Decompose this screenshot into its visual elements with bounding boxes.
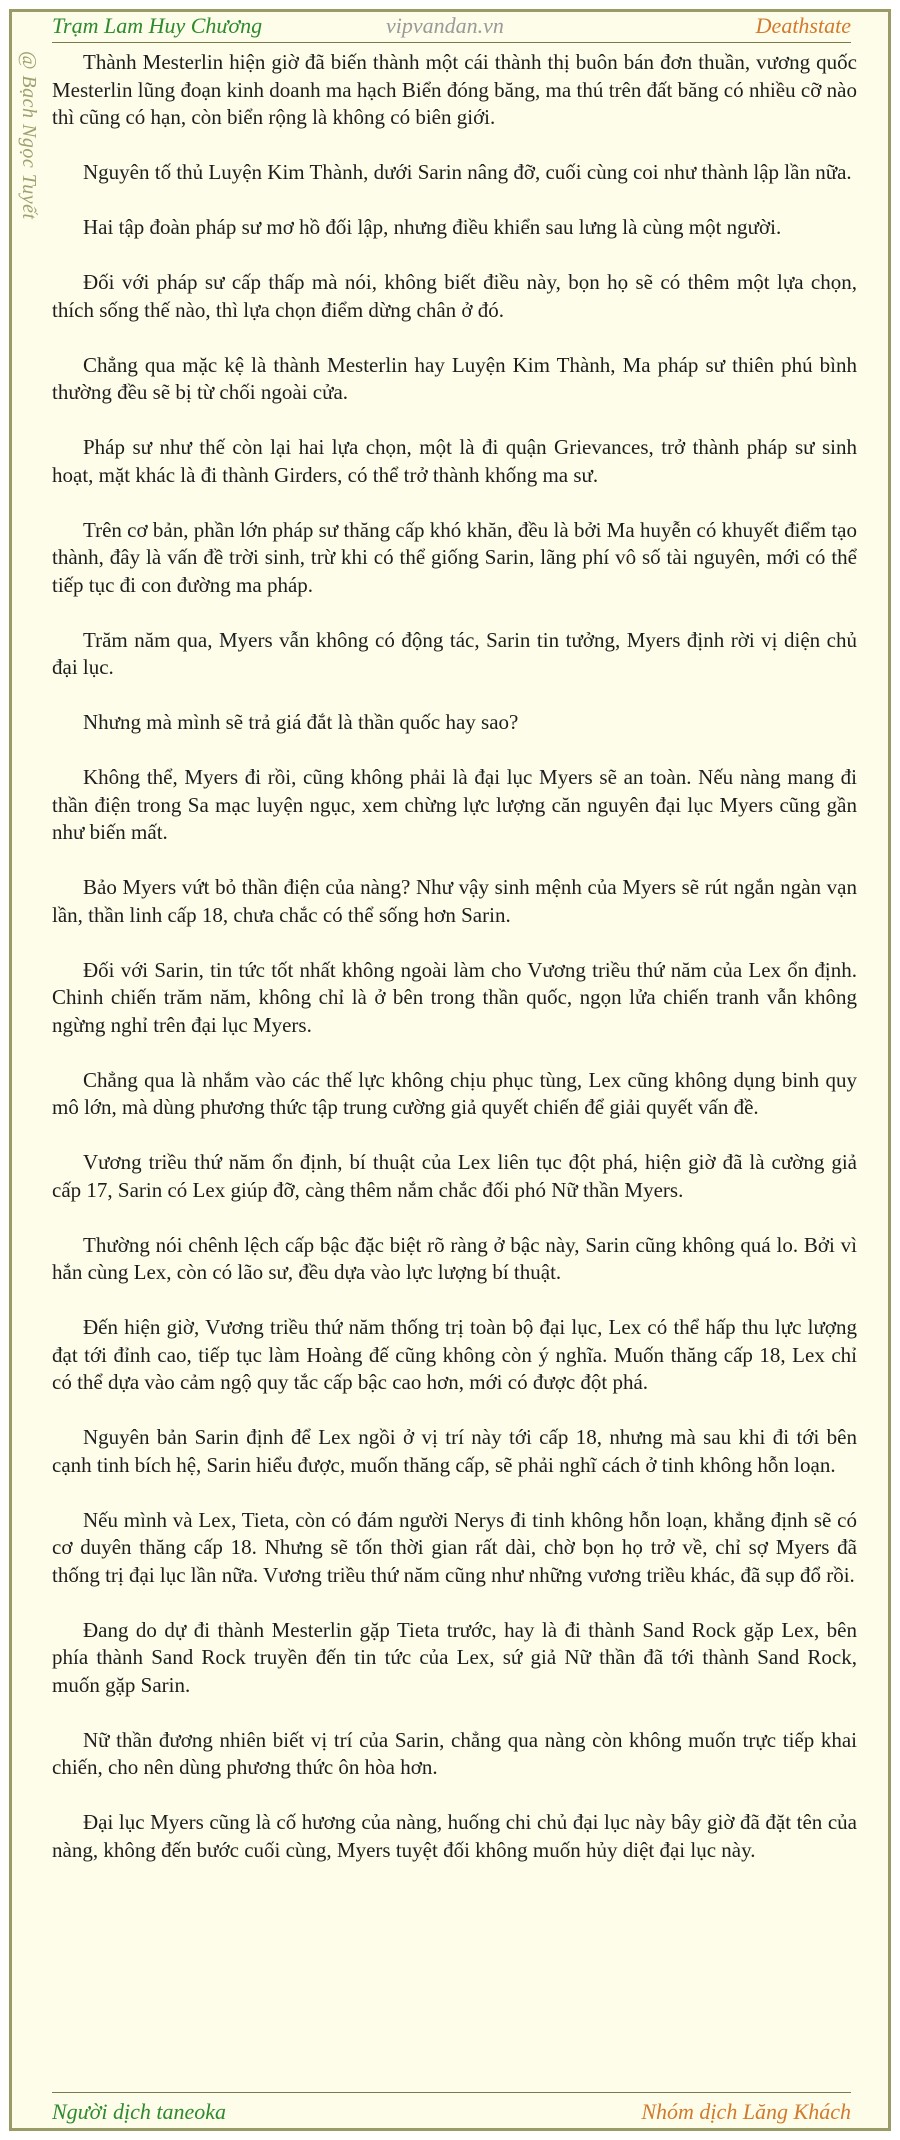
footer-translator: Người dịch taneoka [52,2099,227,2124]
paragraph: Vương triều thứ năm ổn định, bí thuật của Lex liên tục đột phá, hiện giờ đã là cường giả cấp 17, Sarin có Lex giúp đỡ, càng thêm nắm chắc đối phó Nữ thần Myers. [52,1150,857,1202]
paragraph: Đối với Sarin, tin tức tốt nhất không ngoài làm cho Vương triều thứ năm của Lex ổn định. Chinh chiến trăm năm, không chỉ là ở bên trong thần quốc, ngọn lửa chiến tranh vẫn không ngừng nghỉ trên đại lục Myers. [52,957,857,1037]
paragraph: Đối với pháp sư cấp thấp mà nói, không biết điều này, bọn họ sẽ có thêm một lựa chọn, thích sống thế nào, thì lựa chọn điểm dừng chân ở đó. [52,270,857,322]
paragraph: Thành Mesterlin hiện giờ đã biến thành một cái thành thị buôn bán đơn thuần, vương quốc Mesterlin lũng đoạn kinh doanh ma hạch Biển đóng băng, ma thú trên đất băng có nhiều cỡ nào thì cũng có hạn, còn biển rộng là không có biên giới. [52,50,857,129]
header-book-title: Deathstate [755,13,851,38]
footer-divider [52,2092,851,2093]
paragraph: Nguyên tố thủ Luyện Kim Thành, dưới Sarin nâng đỡ, cuối cùng coi như thành lập lần nữa. [83,160,852,184]
paragraph: Đại lục Myers cũng là cố hương của nàng, huống chi chủ đại lục này bây giờ đã đặt tên của nàng, không đến bước cuối cùng, Myers tuyệt đối không muốn hủy diệt đại lục này. [52,1810,857,1862]
paragraph: Chẳng qua mặc kệ là thành Mesterlin hay Luyện Kim Thành, Ma pháp sư thiên phú bình thường đều sẽ bị từ chối ngoài cửa. [52,352,857,404]
paragraph: Bảo Myers vứt bỏ thần điện của nàng? Như vậy sinh mệnh của Myers sẽ rút ngắn ngàn vạn lần, thần linh cấp 18, chưa chắc có thể sống hơn Sarin. [52,875,857,927]
header-site-name: Trạm Lam Huy Chương [52,13,263,38]
paragraph: Đang do dự đi thành Mesterlin gặp Tieta trước, hay là đi thành Sand Rock gặp Lex, bên phía thành Sand Rock truyền đến tin tức của Lex, sứ giả Nữ thần đã tới thành Sand Rock, muốn gặp Sarin. [52,1617,857,1697]
paragraph: Chẳng qua là nhắm vào các thế lực không chịu phục tùng, Lex cũng không dụng binh quy mô lớn, mà dùng phương thức tập trung cường giả quyết chiến để giải quyết vấn đề. [52,1067,857,1119]
paragraph: Trên cơ bản, phần lớn pháp sư thăng cấp khó khăn, đều là bởi Ma huyễn có khuyết điểm tạo thành, đây là vấn đề trời sinh, trừ khi có thể giống Sarin, lãng phí vô số tài nguyên, mới có thể tiếp tục đi con đường ma pháp. [52,517,857,597]
footer-translation-group: Nhóm dịch Lăng Khách [641,2099,851,2124]
paragraph: Thường nói chênh lệch cấp bậc đặc biệt rõ ràng ở bậc này, Sarin cũng không quá lo. Bởi vì hắn cùng Lex, còn có lão sư, đều dựa vào lực lượng bí thuật. [52,1232,857,1284]
paragraph: Nếu mình và Lex, Tieta, còn có đám người Nerys đi tinh không hỗn loạn, khẳng định sẽ có cơ duyên thăng cấp 18. Nhưng sẽ tốn thời gian rất dài, chờ bọn họ trở về, chỉ sợ Myers đã thống trị đại lục lần nữa. Vương triều thứ năm cũng như những vương triều khác, đã sụp đổ rồi. [52,1507,857,1587]
header-divider [52,42,851,43]
page [9,9,891,2131]
paragraph: Không thể, Myers đi rồi, cũng không phải là đại lục Myers sẽ an toàn. Nếu nàng mang đi thần điện trong Sa mạc luyện ngục, xem chừng lực lượng căn nguyên đại lục Myers cũng gần như biến mất. [52,765,857,844]
paragraph: Hai tập đoàn pháp sư mơ hồ đối lập, nhưng điều khiển sau lưng là cùng một người. [83,215,782,239]
paragraph: Nguyên bản Sarin định để Lex ngồi ở vị trí này tới cấp 18, nhưng mà sau khi đi tới bên cạnh tinh bích hệ, Sarin hiểu được, muốn thăng cấp, sẽ phải nghĩ cách ở tinh không hỗn loạn. [52,1425,857,1477]
paragraph: Trăm năm qua, Myers vẫn không có động tác, Sarin tin tưởng, Myers định rời vị diện chủ đại lục. [52,627,857,679]
paragraph: Nữ thần đương nhiên biết vị trí của Sarin, chẳng qua nàng còn không muốn trực tiếp khai chiến, cho nên dùng phương thức ôn hòa hơn. [52,1727,857,1779]
paragraph: Đến hiện giờ, Vương triều thứ năm thống trị toàn bộ đại lục, Lex có thể hấp thu lực lượng đạt tới đỉnh cao, tiếp tục làm Hoàng đế cũng không còn ý nghĩa. Muốn thăng cấp 18, Lex chỉ có thể dựa vào cảm ngộ quy tắc cấp bậc cao hơn, mới có được đột phá. [52,1315,857,1394]
page-header [9,9,891,45]
paragraph: Pháp sư như thế còn lại hai lựa chọn, một là đi quận Grievances, trở thành pháp sư sinh hoạt, mặt khác là đi thành Girders, có thể trở thành khống ma sư. [52,435,857,487]
chapter-body [52,49,857,1864]
page-footer [9,2095,891,2127]
paragraph: Nhưng mà mình sẽ trả giá đắt là thần quốc hay sao? [83,710,519,734]
side-watermark: @ Bạch Ngọc Tuyết [18,51,40,220]
header-url: vipvandan.vn [386,13,504,38]
